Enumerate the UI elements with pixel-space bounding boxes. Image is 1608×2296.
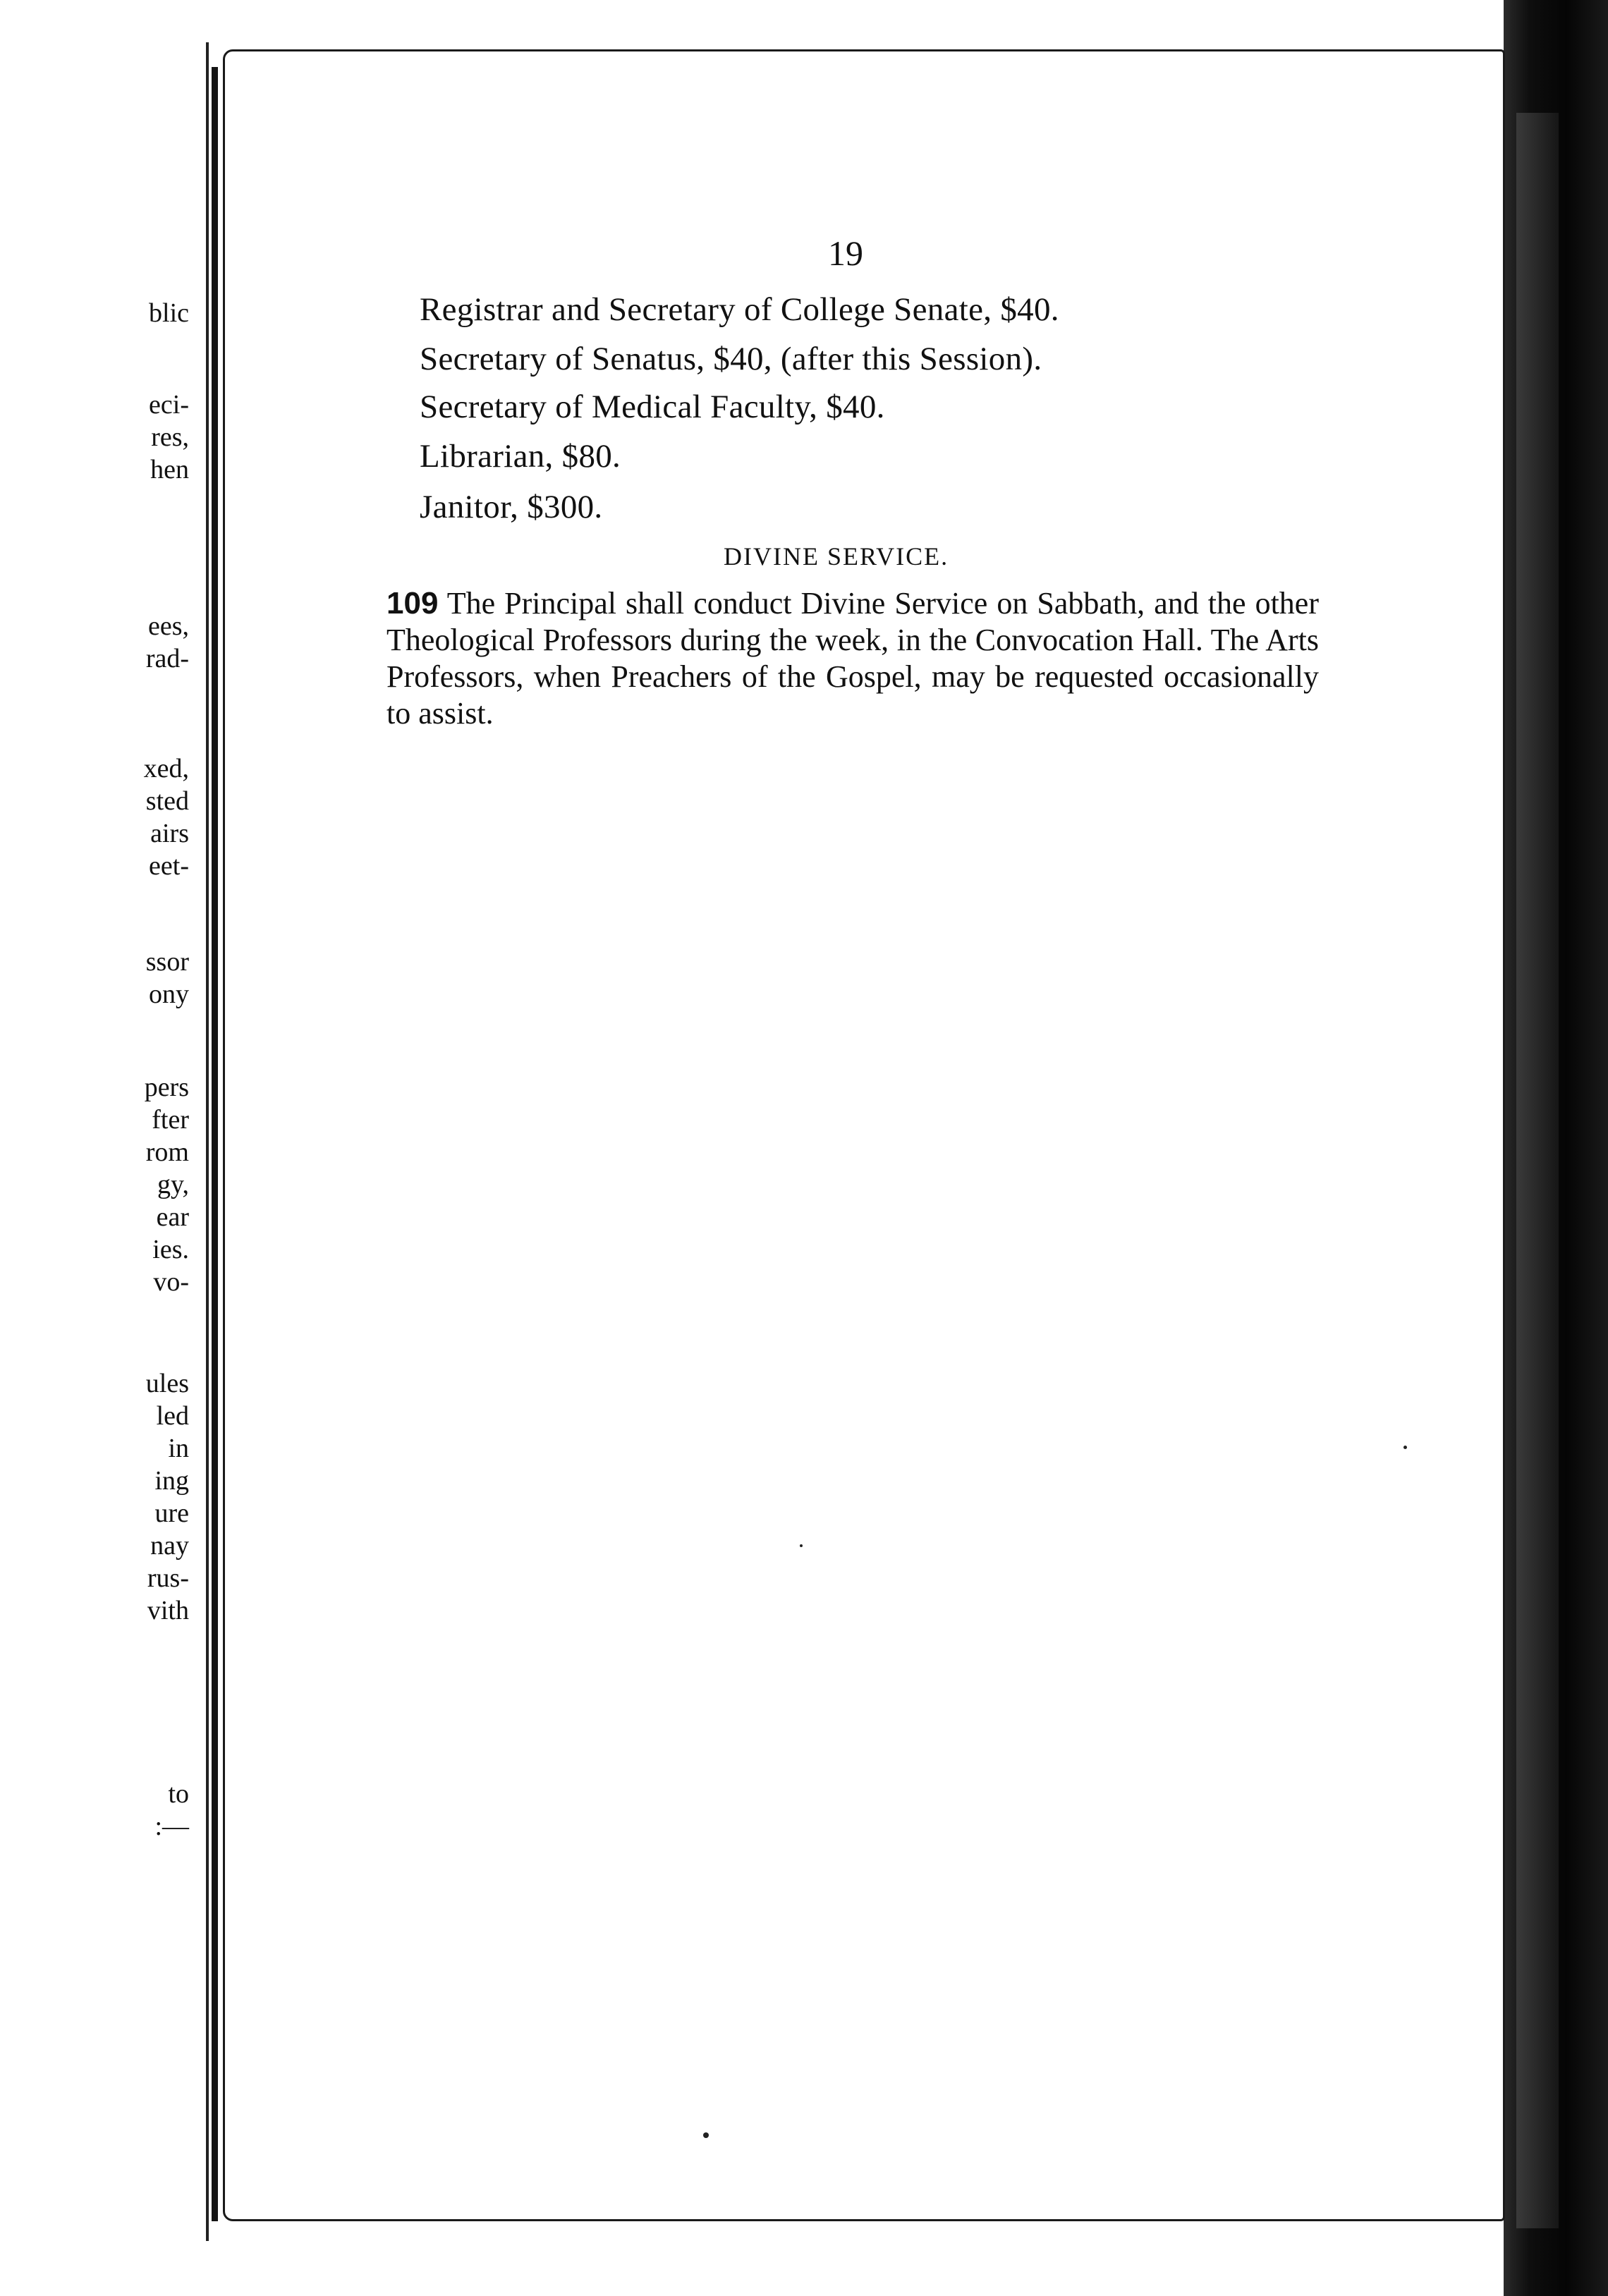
previous-page-fragment: gy,: [157, 1170, 189, 1199]
previous-page-fragment: res,: [151, 422, 189, 452]
previous-page-fragment: eci-: [149, 390, 189, 420]
paragraph-109: [386, 585, 1319, 732]
previous-page-fragment: airs: [150, 819, 189, 848]
previous-page-fragment: :—: [154, 1812, 189, 1841]
salary-line: Secretary of Medical Faculty, $40.: [420, 389, 885, 425]
previous-page-fragment: sted: [145, 786, 189, 816]
previous-page-fragment: ees,: [147, 611, 189, 641]
previous-page-fragment: xed,: [143, 754, 189, 783]
previous-page-fragment: ure: [154, 1498, 189, 1528]
previous-page-fragment: vo-: [153, 1267, 189, 1297]
ink-speck: [800, 1544, 803, 1547]
previous-page-fragment: ules: [145, 1369, 189, 1398]
salary-line: Registrar and Secretary of College Senate, $40.: [420, 291, 1059, 328]
scan-dark-edge-inner: [1516, 113, 1559, 2228]
previous-page-fragment: ing: [154, 1466, 189, 1496]
previous-page-fragment: rad-: [145, 644, 189, 673]
previous-page-fragment: vith: [147, 1596, 189, 1625]
previous-page-fragment: blic: [149, 298, 189, 328]
previous-page-fragment: rus-: [147, 1563, 189, 1593]
previous-page-fragment: hen: [150, 455, 189, 484]
previous-page-fragment: ony: [149, 979, 189, 1009]
previous-page-fragment: rom: [145, 1137, 189, 1167]
ink-speck: [1403, 1446, 1407, 1449]
salary-line: Janitor, $300.: [420, 489, 603, 525]
previous-page: [0, 42, 209, 2241]
previous-page-fragment: in: [168, 1434, 189, 1463]
page-number: 19: [828, 233, 863, 273]
previous-page-fragment: eet-: [149, 851, 189, 881]
salary-line: Librarian, $80.: [420, 438, 621, 475]
ink-speck: [703, 2132, 709, 2138]
previous-page-fragment: ssor: [145, 947, 189, 977]
previous-page-fragment: ear: [156, 1202, 189, 1232]
previous-page-fragment: to: [168, 1779, 189, 1809]
previous-page-fragment: ies.: [152, 1235, 189, 1264]
book-gutter: [212, 67, 218, 2221]
previous-page-fragment: fter: [152, 1105, 189, 1135]
previous-page-fragment: led: [156, 1401, 189, 1431]
paragraph-text: The Principal shall conduct Divine Service on Sabbath, and the other Theological Professors during the week, in the Convocation Hall. The Arts Professors, when Preachers of the Gospel, may be requested occasionally to assist.: [386, 586, 1319, 731]
salary-line: Secretary of Senatus, $40, (after this Session).: [420, 341, 1042, 377]
previous-page-fragment: pers: [144, 1073, 189, 1102]
paragraph-number: 109: [386, 586, 439, 621]
section-heading: DIVINE SERVICE.: [724, 542, 949, 570]
previous-page-fragment: nay: [150, 1531, 189, 1561]
